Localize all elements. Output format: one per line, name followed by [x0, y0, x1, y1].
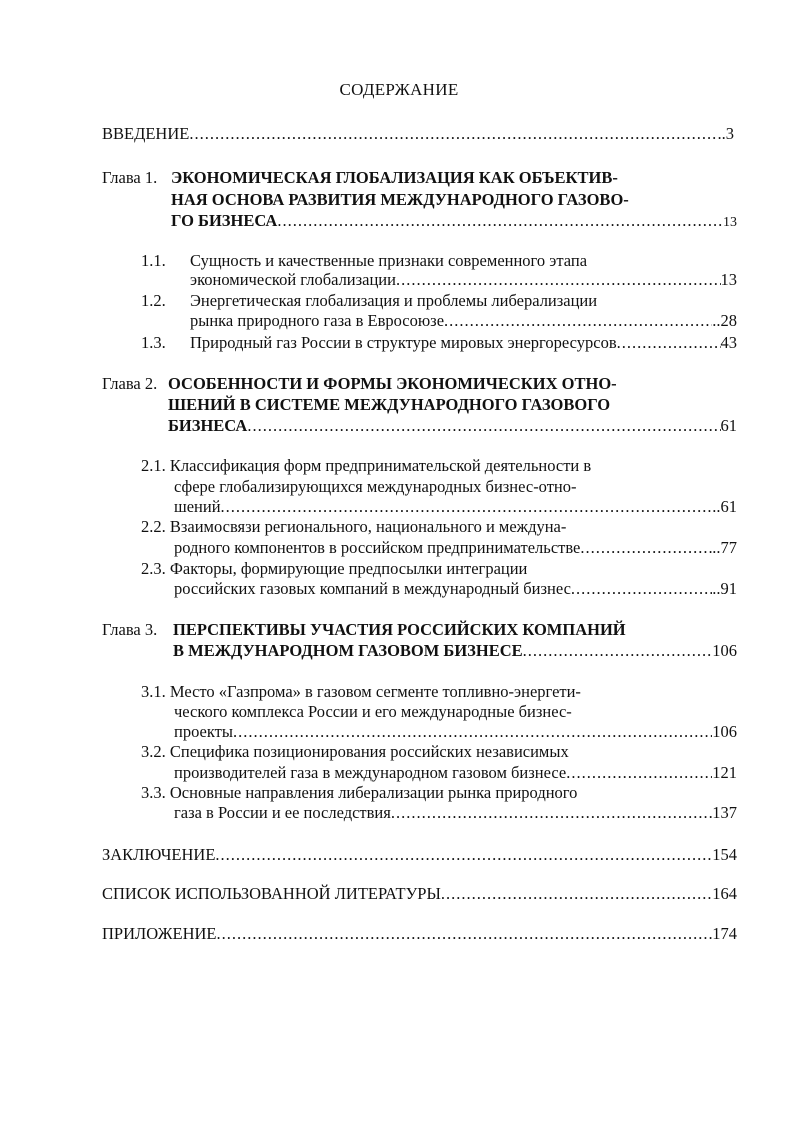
- entry-page: 13: [723, 215, 737, 230]
- dot-leader: [189, 124, 717, 144]
- entry-page: 106: [712, 641, 737, 660]
- toc-entry-3-1: [174, 722, 737, 742]
- entry-label: родного компонентов в российском предпринимательстве: [174, 538, 581, 557]
- dot-leader: [617, 333, 721, 353]
- entry-page: ..28: [712, 311, 737, 330]
- entry-page: 43: [720, 333, 737, 352]
- toc-entry-2-2: [174, 538, 737, 558]
- dot-leader: [580, 538, 712, 558]
- entry-page: 174: [712, 924, 737, 943]
- entry-label: В МЕЖДУНАРОДНОМ ГАЗОВОМ БИЗНЕСЕ: [173, 641, 523, 660]
- chapter-2-title-line1: ОСОБЕННОСТИ И ФОРМЫ ЭКОНОМИЧЕСКИХ ОТНО-: [168, 374, 617, 393]
- entry-label: ЗАКЛЮЧЕНИЕ: [102, 845, 216, 864]
- chapter-3-title-line1: ПЕРСПЕКТИВЫ УЧАСТИЯ РОССИЙСКИХ КОМПАНИЙ: [173, 620, 626, 639]
- section-2-3-line1: 2.3. Факторы, формирующие предпосылки интеграции: [141, 559, 528, 578]
- dot-leader: [391, 803, 712, 823]
- dot-leader: [216, 924, 712, 944]
- section-2-1-line1: 2.1. Классификация форм предпринимательской деятельности в: [141, 456, 592, 475]
- entry-label: газа в России и ее последствия: [174, 803, 391, 822]
- toc-entry-2-1: [174, 497, 737, 517]
- entry-page: 106: [712, 722, 737, 741]
- chapter-2-prefix: Глава 2.: [102, 374, 158, 393]
- dot-leader: [444, 311, 712, 331]
- toc-entry-appendix: [102, 924, 737, 944]
- toc-entry-2-3: [174, 579, 737, 599]
- section-3-1-line1: 3.1. Место «Газпрома» в газовом сегменте топливно-энергети-: [141, 682, 581, 701]
- entry-page: ..61: [712, 497, 737, 516]
- section-number: 1.3.: [141, 333, 166, 352]
- section-number: 1.1.: [141, 251, 166, 270]
- toc-entry-3-3: [174, 803, 737, 823]
- entry-label: ГО БИЗНЕСА: [171, 211, 278, 230]
- chapter-1-title-line1: ЭКОНОМИЧЕСКАЯ ГЛОБАЛИЗАЦИЯ КАК ОБЪЕКТИВ-: [171, 168, 618, 187]
- entry-page: 61: [720, 416, 737, 435]
- toc-entry-1-3: [190, 333, 737, 353]
- dot-leader: [221, 497, 713, 517]
- entry-label: ПРИЛОЖЕНИЕ: [102, 924, 217, 943]
- entry-page: ..91: [712, 579, 737, 598]
- dot-leader: [215, 845, 712, 865]
- dot-leader: [441, 884, 712, 904]
- entry-page: ..77: [712, 538, 737, 557]
- entry-label: СПИСОК ИСПОЛЬЗОВАННОЙ ЛИТЕРАТУРЫ: [102, 884, 441, 903]
- entry-label: проекты: [174, 722, 233, 741]
- section-1-1-line1: Сущность и качественные признаки современного этапа: [190, 251, 588, 270]
- section-2-1-line2: сфере глобализирующихся международных бизнес-отно-: [174, 477, 577, 496]
- entry-label: Природный газ России в структуре мировых энергоресурсов: [190, 333, 617, 352]
- entry-label: шений: [174, 497, 221, 516]
- toc-entry-1-2: [190, 311, 737, 331]
- toc-entry-conclusion: [102, 845, 737, 865]
- entry-label: БИЗНЕСА: [168, 416, 248, 435]
- entry-label: производителей газа в международном газовом бизнесе: [174, 763, 567, 782]
- toc-entry-3-2: [174, 763, 737, 783]
- entry-page: 154: [712, 845, 737, 864]
- toc-entry-1-1: [190, 270, 737, 290]
- entry-label: российских газовых компаний в международный бизнес: [174, 579, 571, 598]
- section-2-2-line1: 2.2. Взаимосвязи регионального, национального и междуна-: [141, 517, 567, 536]
- dot-leader: [247, 416, 720, 436]
- toc-entry-chapter-2: [168, 416, 737, 436]
- page-title: СОДЕРЖАНИЕ: [339, 80, 459, 99]
- section-3-3-line1: 3.3. Основные направления либерализации рынка природного: [141, 783, 578, 802]
- dot-leader: [277, 211, 723, 231]
- section-1-2-line1: Энергетическая глобализация и проблемы либерализации: [190, 291, 598, 310]
- toc-entry-intro: [102, 124, 734, 144]
- dot-leader: [233, 722, 712, 742]
- chapter-2-title-line2: ШЕНИЙ В СИСТЕМЕ МЕЖДУНАРОДНОГО ГАЗОВОГО: [168, 395, 611, 414]
- section-3-1-line2: ческого комплекса России и его международные бизнес-: [174, 702, 572, 721]
- entry-page: 121: [712, 763, 737, 782]
- entry-page: ..3: [717, 124, 734, 143]
- dot-leader: [571, 579, 712, 599]
- chapter-1-title-line2: НАЯ ОСНОВА РАЗВИТИЯ МЕЖДУНАРОДНОГО ГАЗОВО-: [171, 190, 629, 209]
- dot-leader: [396, 270, 721, 290]
- entry-page: 164: [712, 884, 737, 903]
- entry-page: 13: [720, 270, 737, 289]
- chapter-3-prefix: Глава 3.: [102, 620, 158, 639]
- entry-label: рынка природного газа в Евросоюзе: [190, 311, 445, 330]
- entry-page: 137: [712, 803, 737, 822]
- toc-entry-literature: [102, 884, 737, 904]
- section-number: 1.2.: [141, 291, 166, 310]
- section-3-2-line1: 3.2. Специфика позиционирования российских независимых: [141, 742, 569, 761]
- chapter-1-prefix: Глава 1.: [102, 168, 158, 187]
- toc-entry-chapter-3: [173, 641, 737, 661]
- entry-label: ВВЕДЕНИЕ: [102, 124, 190, 143]
- dot-leader: [523, 641, 713, 661]
- dot-leader: [566, 763, 712, 783]
- entry-label: экономической глобализации: [190, 270, 396, 289]
- toc-entry-chapter-1: [171, 211, 737, 231]
